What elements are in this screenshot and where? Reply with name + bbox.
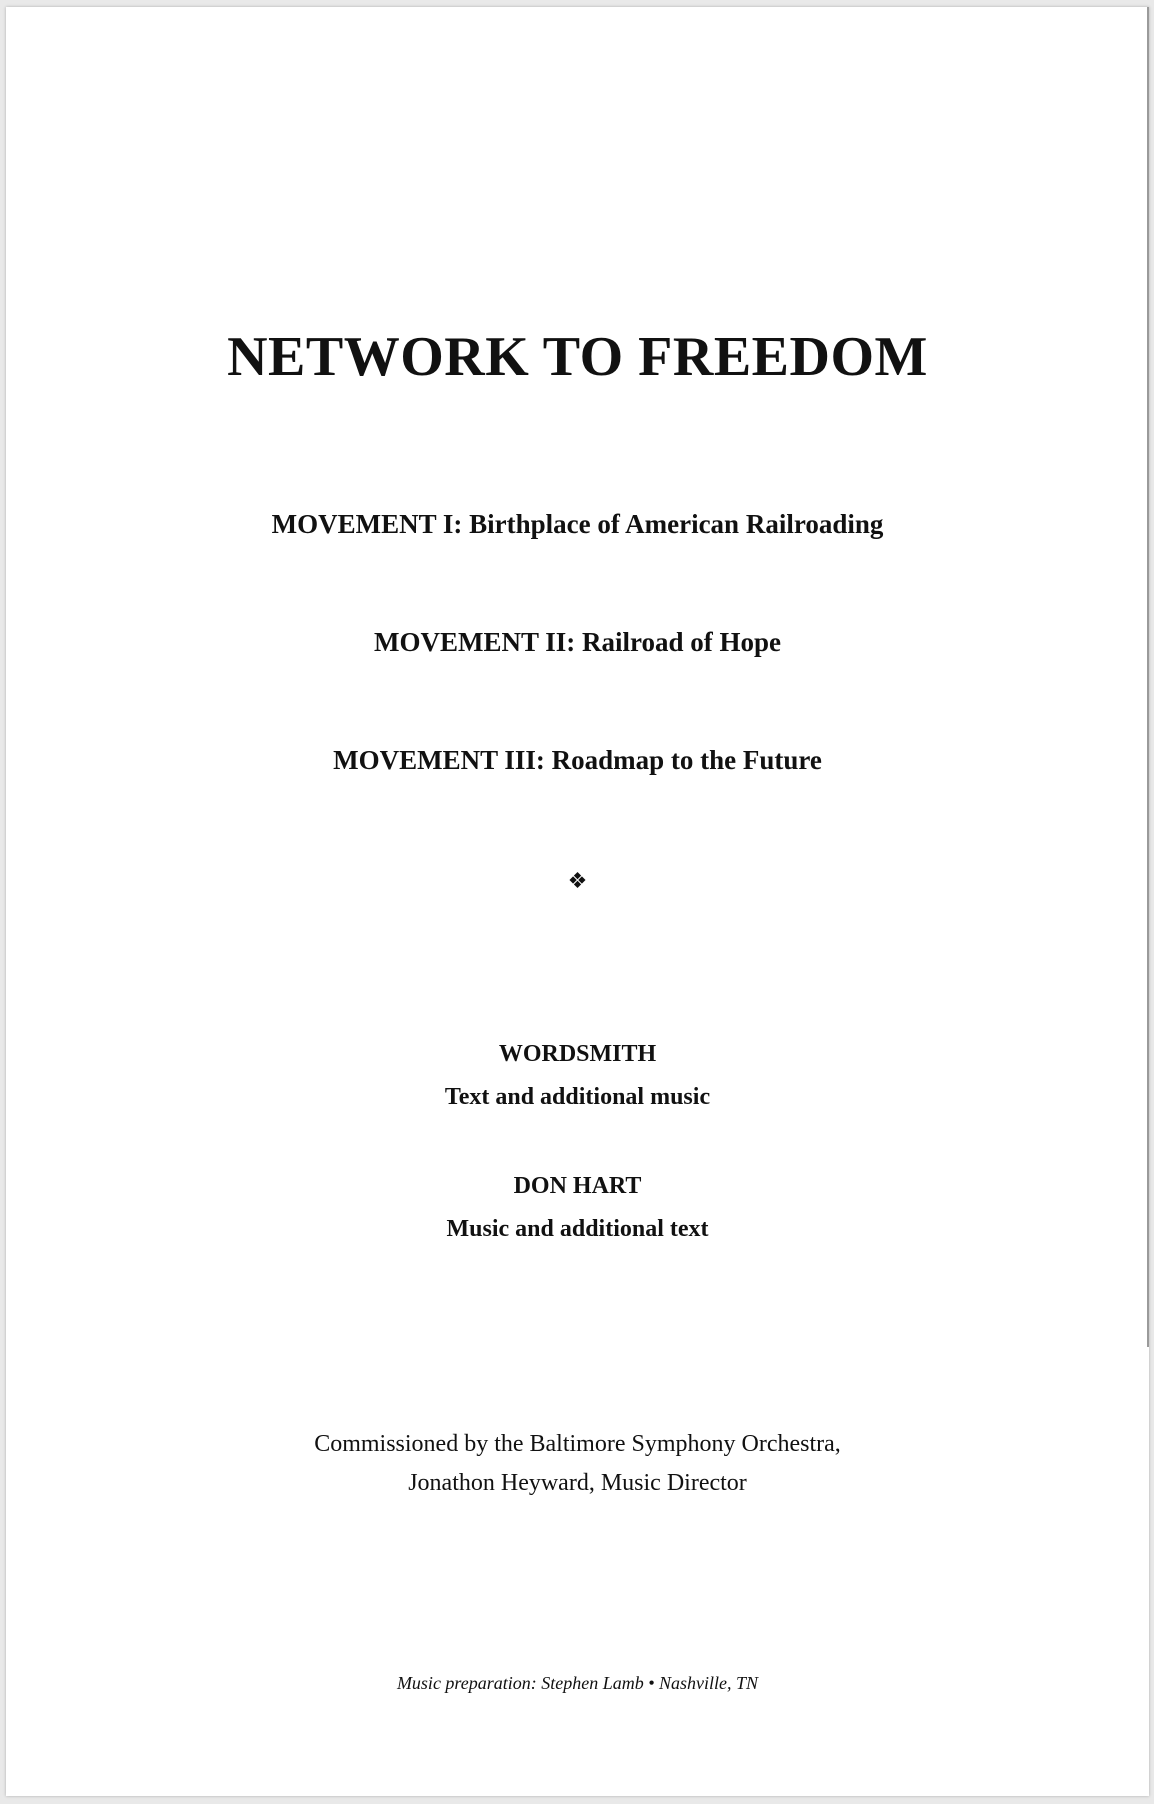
- movement-1-title: MOVEMENT I: Birthplace of American Railroading: [271, 509, 884, 539]
- commission-line-1: Commissioned by the Baltimore Symphony Orchestra,: [314, 1431, 841, 1457]
- music-preparation-footer: Music preparation: Stephen Lamb • Nashville, TN: [396, 1673, 759, 1693]
- credit-role-don-hart: Music and additional text: [446, 1216, 709, 1242]
- credit-role-wordsmith: Text and additional music: [444, 1084, 711, 1110]
- ornament-icon: ❖: [567, 869, 588, 894]
- document-title: NETWORK TO FREEDOM: [227, 326, 928, 388]
- credit-name-don-hart: DON HART: [513, 1173, 642, 1199]
- commission-line-2: Jonathon Heyward, Music Director: [408, 1470, 747, 1496]
- movement-3-title: MOVEMENT III: Roadmap to the Future: [333, 745, 822, 775]
- document-page: [6, 7, 1149, 1796]
- credit-name-wordsmith: WORDSMITH: [498, 1041, 657, 1067]
- movement-2-title: MOVEMENT II: Railroad of Hope: [373, 627, 782, 657]
- page-edge-divider: [1147, 7, 1149, 1347]
